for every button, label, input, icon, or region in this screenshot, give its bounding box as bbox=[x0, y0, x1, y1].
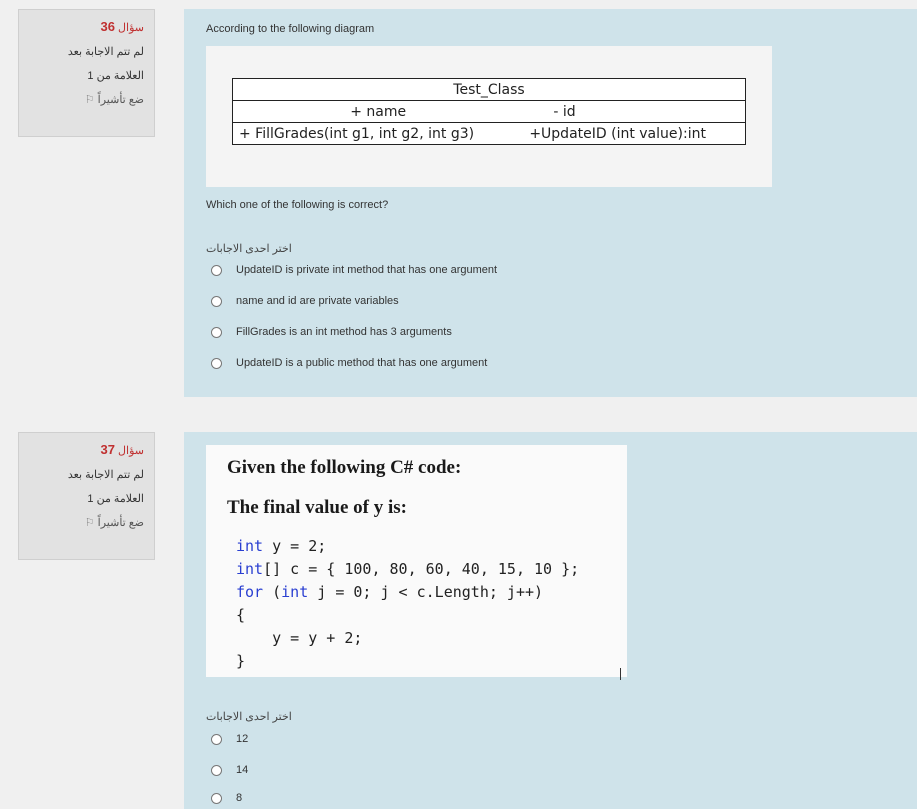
flag-icon: ⚐ bbox=[84, 94, 95, 106]
question-mark: العلامة من 1 bbox=[87, 70, 144, 82]
radio-button[interactable] bbox=[211, 793, 222, 804]
radio-button[interactable] bbox=[211, 358, 222, 369]
question-mark: العلامة من 1 bbox=[87, 493, 144, 505]
question-number: سؤال 37 bbox=[100, 442, 144, 457]
radio-button[interactable] bbox=[211, 765, 222, 776]
answer-option-4[interactable]: UpdateID is a public method that has one argument bbox=[211, 357, 487, 369]
answer-option-3[interactable]: FillGrades is an int method has 3 arguments bbox=[211, 326, 452, 338]
radio-button[interactable] bbox=[211, 296, 222, 307]
flag-question-link[interactable]: ضع تأشيراً ⚐ bbox=[84, 517, 144, 529]
question-content-37 bbox=[184, 432, 917, 809]
answer-option-2[interactable]: name and id are private variables bbox=[211, 295, 399, 307]
text-cursor bbox=[620, 668, 621, 680]
uml-attribute-name: + name bbox=[233, 101, 524, 123]
question-status: لم تتم الاجابة بعد bbox=[67, 469, 144, 481]
code-line-1: int y = 2; bbox=[236, 537, 327, 555]
answers-label: اختر احدى الاجابات bbox=[206, 711, 292, 723]
code-image bbox=[206, 445, 627, 677]
question-info-36 bbox=[18, 9, 155, 137]
question-info-37 bbox=[18, 432, 155, 560]
answer-option-3[interactable]: 8 bbox=[211, 792, 242, 804]
radio-button[interactable] bbox=[211, 265, 222, 276]
code-heading-2: The final value of y is: bbox=[227, 497, 407, 518]
question-number: سؤال 36 bbox=[100, 19, 144, 34]
code-heading-1: Given the following C# code: bbox=[227, 457, 462, 478]
answer-option-2[interactable]: 14 bbox=[211, 764, 248, 776]
code-line-6: } bbox=[236, 652, 246, 670]
question-text: According to the following diagram bbox=[206, 23, 375, 35]
code-line-3: for (int j = 0; j < c.Length; j++) bbox=[236, 583, 544, 601]
uml-method-updateid: +UpdateID (int value):int bbox=[523, 123, 745, 145]
answer-option-1[interactable]: UpdateID is private int method that has one argument bbox=[211, 264, 497, 276]
flag-icon: ⚐ bbox=[84, 517, 95, 529]
code-block bbox=[236, 535, 579, 673]
question-status: لم تتم الاجابة بعد bbox=[67, 46, 144, 58]
radio-button[interactable] bbox=[211, 734, 222, 745]
question-prompt: Which one of the following is correct? bbox=[206, 199, 389, 211]
code-line-2: int[] c = { 100, 80, 60, 40, 15, 10 }; bbox=[236, 560, 580, 578]
uml-class-diagram bbox=[232, 78, 746, 145]
uml-method-fillgrades: + FillGrades(int g1, int g2, int g3) bbox=[233, 123, 524, 145]
uml-class-name: Test_Class bbox=[233, 79, 746, 101]
diagram-box bbox=[206, 46, 772, 187]
uml-attribute-id: - id bbox=[523, 101, 745, 123]
flag-question-link[interactable]: ضع تأشيراً ⚐ bbox=[84, 94, 144, 106]
code-line-5: y = y + 2; bbox=[236, 629, 363, 647]
answers-label: اختر احدى الاجابات bbox=[206, 243, 292, 255]
code-line-4: { bbox=[236, 606, 246, 624]
question-content-36 bbox=[184, 9, 917, 397]
answer-option-1[interactable]: 12 bbox=[211, 733, 248, 745]
radio-button[interactable] bbox=[211, 327, 222, 338]
